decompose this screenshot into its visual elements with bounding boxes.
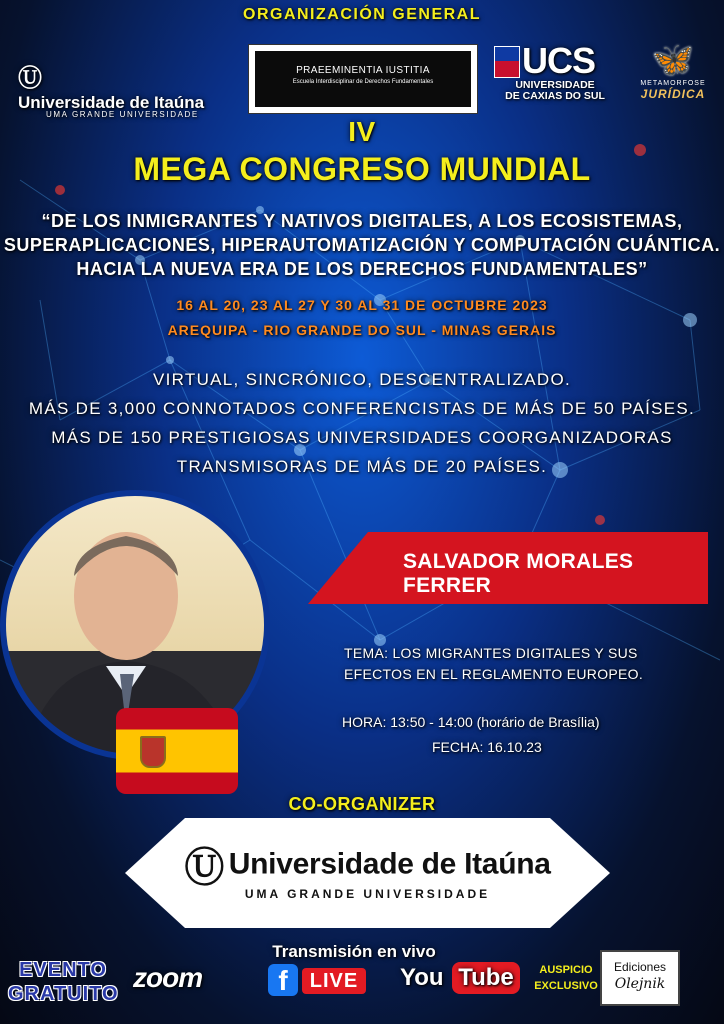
metamorfose-line1: METAMORFOSE [640, 80, 706, 87]
ediciones-olejnik-logo [600, 950, 680, 1006]
speaker-date: FECHA: 16.10.23 [432, 739, 542, 755]
free-event-badge [8, 958, 118, 1006]
event-dates: 16 AL 20, 23 AL 27 Y 30 AL 31 DE OCTUBRE 2023 [176, 297, 548, 313]
coorganizer-logo-panel [125, 818, 610, 928]
ucs-name: UCS [522, 40, 596, 81]
spain-flag-icon [116, 708, 238, 794]
info-line: MÁS DE 150 PRESTIGIOSAS UNIVERSIDADES COORGANIZADORAS [51, 428, 673, 447]
itauna-u-icon: Ⓤ [184, 846, 225, 890]
sponsor-label [534, 962, 598, 994]
itauna-logo-name: Universidade de Itaúna [18, 93, 205, 112]
itauna-logo-top [18, 58, 228, 119]
youtube-tube: Tube [452, 962, 520, 994]
coorganizer-tagline: UMA GRANDE UNIVERSIDADE [244, 887, 491, 901]
speaker-name: SALVADOR MORALES FERRER [403, 550, 634, 597]
event-theme [0, 209, 724, 281]
butterfly-icon: 🦋 [651, 41, 695, 79]
ucs-flag-icon [494, 46, 520, 78]
theme-line: SUPERAPLICACIONES, HIPERAUTOMATIZACIÓN Y COMPUTACIÓN CUÁNTICA. [3, 235, 721, 255]
info-line: TRANSMISORAS DE MÁS DE 20 PAÍSES. [176, 457, 548, 476]
metamorfose-logo [628, 40, 718, 116]
ediciones-line2: Olejnik [614, 976, 666, 992]
itauna-u-icon: Ⓤ [18, 65, 42, 92]
theme-line: “DE LOS INMIGRANTES Y NATIVOS DIGITALES, A LOS ECOSISTEMAS, [41, 211, 683, 231]
coat-of-arms-icon [140, 736, 166, 768]
itauna-logo-tagline: UMA GRANDE UNIVERSIDADE [46, 110, 199, 119]
ucs-subtitle-line1: UNIVERSIDADE [515, 79, 595, 91]
metamorfose-line2: JURÍDICA [640, 87, 706, 101]
org-label: ORGANIZACIÓN GENERAL [243, 6, 481, 23]
zoom-logo: zoom [133, 962, 203, 993]
praeeminentia-subtitle: Escuela Interdisciplinar de Derechos Fundamentales [292, 79, 434, 85]
praeeminentia-logo [248, 44, 478, 114]
topic-line2: EFECTOS EN EL REGLAMENTO EUROPEO. [344, 666, 644, 682]
topic-line1: TEMA: LOS MIGRANTES DIGITALES Y SUS [344, 645, 638, 661]
speaker-time: HORA: 13:50 - 14:00 (horário de Brasília) [342, 714, 600, 730]
praeeminentia-name: PRAEEMINENTIA IUSTITIA [296, 65, 430, 76]
event-edition: IV [348, 116, 376, 147]
event-info [0, 365, 724, 481]
free-event-line2: GRATUITO [8, 983, 119, 1005]
transmission-label: Transmisión en vivo [272, 942, 436, 961]
youtube-you: You [400, 964, 444, 991]
live-badge: LIVE [302, 968, 366, 994]
event-places: AREQUIPA - RIO GRANDE DO SUL - MINAS GERAIS [167, 322, 557, 338]
facebook-icon: f [268, 964, 298, 996]
ucs-subtitle-line2: DE CAXIAS DO SUL [505, 90, 605, 102]
coorganizer-logo [125, 836, 610, 901]
coorganizer-name: Universidade de Itaúna [228, 847, 551, 881]
sponsor-line1: AUSPICIO [539, 964, 593, 976]
event-title: MEGA CONGRESO MUNDIAL [133, 151, 591, 187]
ediciones-line1: Ediciones [613, 960, 667, 974]
coorganizer-label: CO-ORGANIZER [288, 794, 436, 814]
free-event-line1: EVENTO [19, 959, 107, 981]
sponsor-line2: EXCLUSIVO [534, 980, 598, 992]
ucs-logo [494, 42, 616, 112]
speaker-topic [344, 643, 714, 685]
info-line: MÁS DE 3,000 CONNOTADOS CONFERENCISTAS DE MÁS DE 50 PAÍSES. [28, 399, 696, 418]
speaker-name-wrap [308, 532, 708, 604]
ucs-subtitle [494, 80, 616, 102]
info-line: VIRTUAL, SINCRÓNICO, DESCENTRALIZADO. [152, 370, 572, 389]
theme-line: HACIA LA NUEVA ERA DE LOS DERECHOS FUNDAMENTALES” [76, 259, 648, 279]
youtube-logo [400, 962, 520, 996]
